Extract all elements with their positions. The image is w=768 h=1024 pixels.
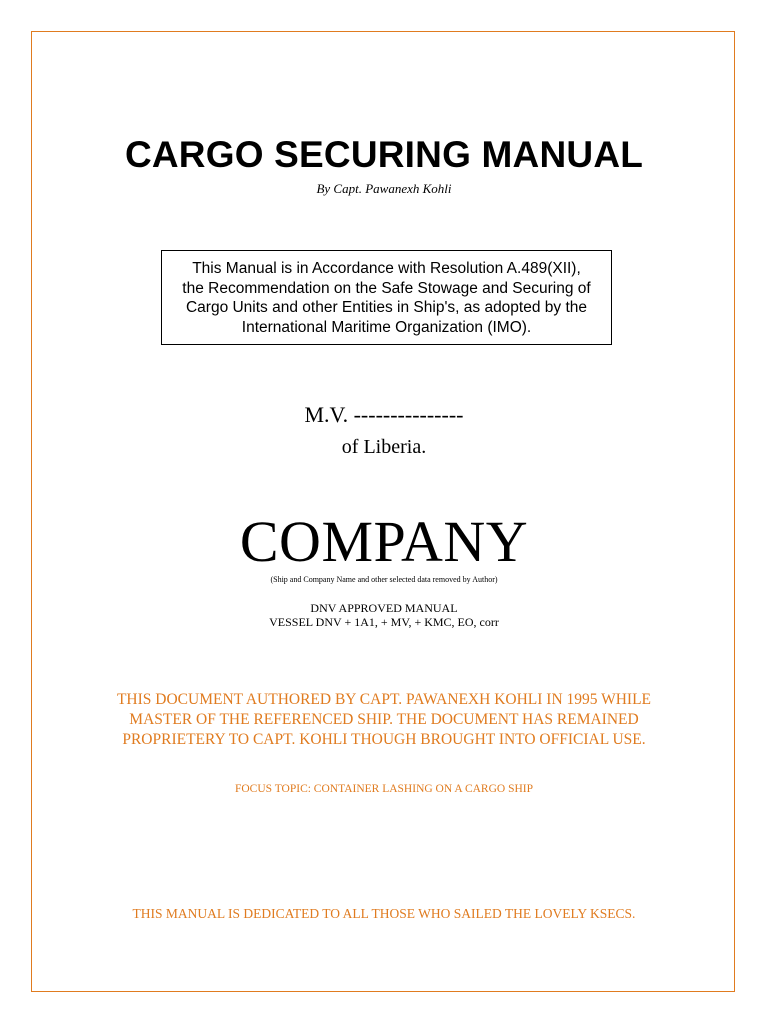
- removed-data-note: (Ship and Company Name and other selected data removed by Author): [270, 575, 498, 584]
- resolution-notice-box: [161, 250, 612, 345]
- class-notation-line: VESSEL DNV + 1A1, + MV, + KMC, EO, corr: [269, 615, 499, 629]
- company-name: COMPANY: [239, 509, 529, 574]
- notice-line: This Manual is in Accordance with Resolution A.489(XII),: [192, 260, 581, 277]
- approval-line: DNV APPROVED MANUAL: [310, 601, 458, 615]
- focus-topic: FOCUS TOPIC: CONTAINER LASHING ON A CARGO SHIP: [234, 783, 534, 795]
- notice-line: Cargo Units and other Entities in Ship's, as adopted by the: [185, 299, 588, 316]
- authorship-line: MASTER OF THE REFERENCED SHIP. THE DOCUMENT HAS REMAINED: [129, 711, 639, 728]
- notice-line: International Maritime Organization (IMO).: [241, 318, 532, 336]
- authorship-line: THIS DOCUMENT AUTHORED BY CAPT. PAWANEXH KOHLI IN 1995 WHILE: [116, 691, 652, 708]
- authorship-statement: [0, 690, 768, 750]
- notice-line: the Recommendation on the Safe Stowage and Securing of: [182, 279, 591, 297]
- authorship-line: PROPRIETERY TO CAPT. KOHLI THOUGH BROUGHT INTO OFFICIAL USE.: [122, 731, 646, 748]
- author-byline: By Capt. Pawanexh Kohli: [316, 181, 452, 196]
- document-title: CARGO SECURING MANUAL: [124, 134, 644, 175]
- vessel-flag: of Liberia.: [341, 436, 427, 458]
- vessel-name: M.V. ---------------: [304, 402, 464, 427]
- dedication: THIS MANUAL IS DEDICATED TO ALL THOSE WHO SAILED THE LOVELY KSECS.: [132, 906, 636, 921]
